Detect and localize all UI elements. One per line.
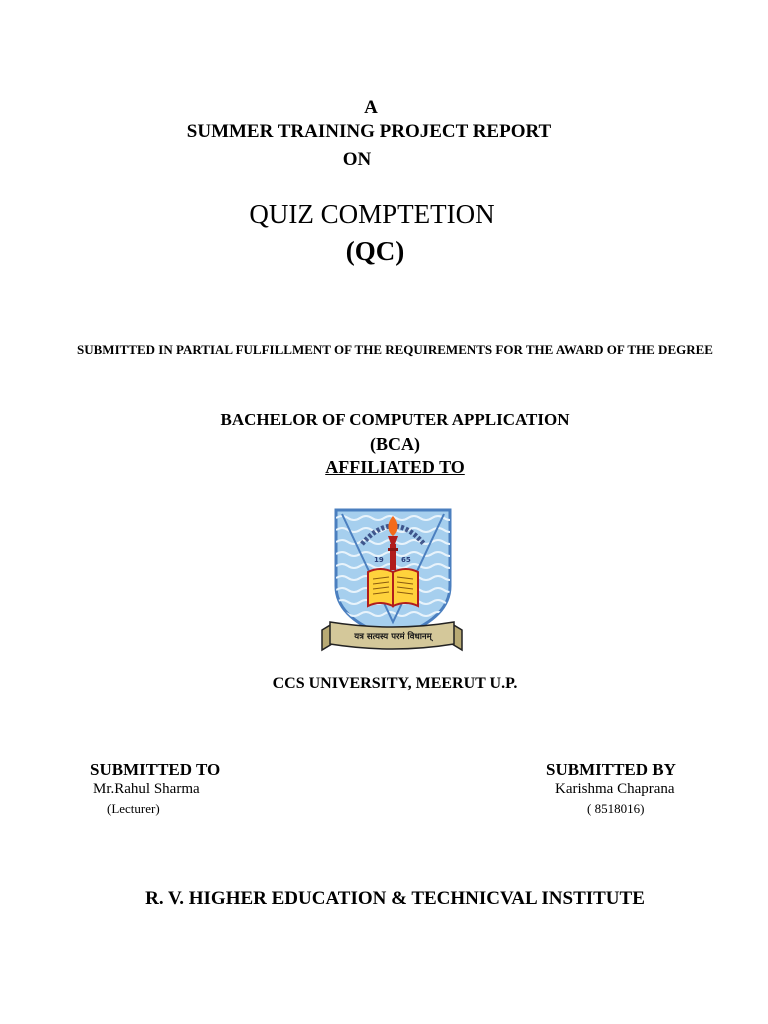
cover-line-a: A	[364, 97, 378, 118]
university-name: CCS UNIVERSITY, MEERUT U.P.	[272, 675, 518, 692]
project-title: QUIZ COMPTETION	[249, 199, 495, 229]
emblem-year-right: 65	[401, 556, 411, 564]
submitted-by-name: Karishma Chaprana	[555, 781, 675, 797]
emblem-year-left: 19	[374, 556, 384, 564]
university-emblem-icon	[318, 504, 466, 656]
book-right-page	[393, 569, 418, 606]
submitted-to-heading: SUBMITTED TO	[90, 760, 221, 779]
degree-abbreviation: (BCA)	[370, 434, 420, 454]
book-left-page	[368, 569, 393, 606]
submission-note: SUBMITTED IN PARTIAL FULFILLMENT OF THE REQUIREMENTS FOR THE AWARD OF THE DEGREE	[77, 342, 713, 357]
torch-handle	[390, 544, 396, 570]
report-type-heading: SUMMER TRAINING PROJECT REPORT	[186, 121, 552, 142]
cover-line-on: ON	[342, 149, 372, 170]
emblem-motto: यत्र सत्यस्य परमं विधानम्	[354, 632, 432, 642]
institute-name: R. V. HIGHER EDUCATION & TECHNICVAL INSTITUTE	[145, 888, 645, 909]
affiliated-label: AFFILIATED TO	[325, 457, 465, 477]
submitted-to-name: Mr.Rahul Sharma	[93, 781, 200, 797]
degree-name: BACHELOR OF COMPUTER APPLICATION	[220, 410, 570, 429]
submitted-to-role: (Lecturer)	[107, 801, 160, 816]
submitted-by-heading: SUBMITTED BY	[546, 760, 676, 779]
submitted-by-roll: ( 8518016)	[587, 801, 645, 816]
project-abbreviation: (QC)	[345, 236, 405, 266]
